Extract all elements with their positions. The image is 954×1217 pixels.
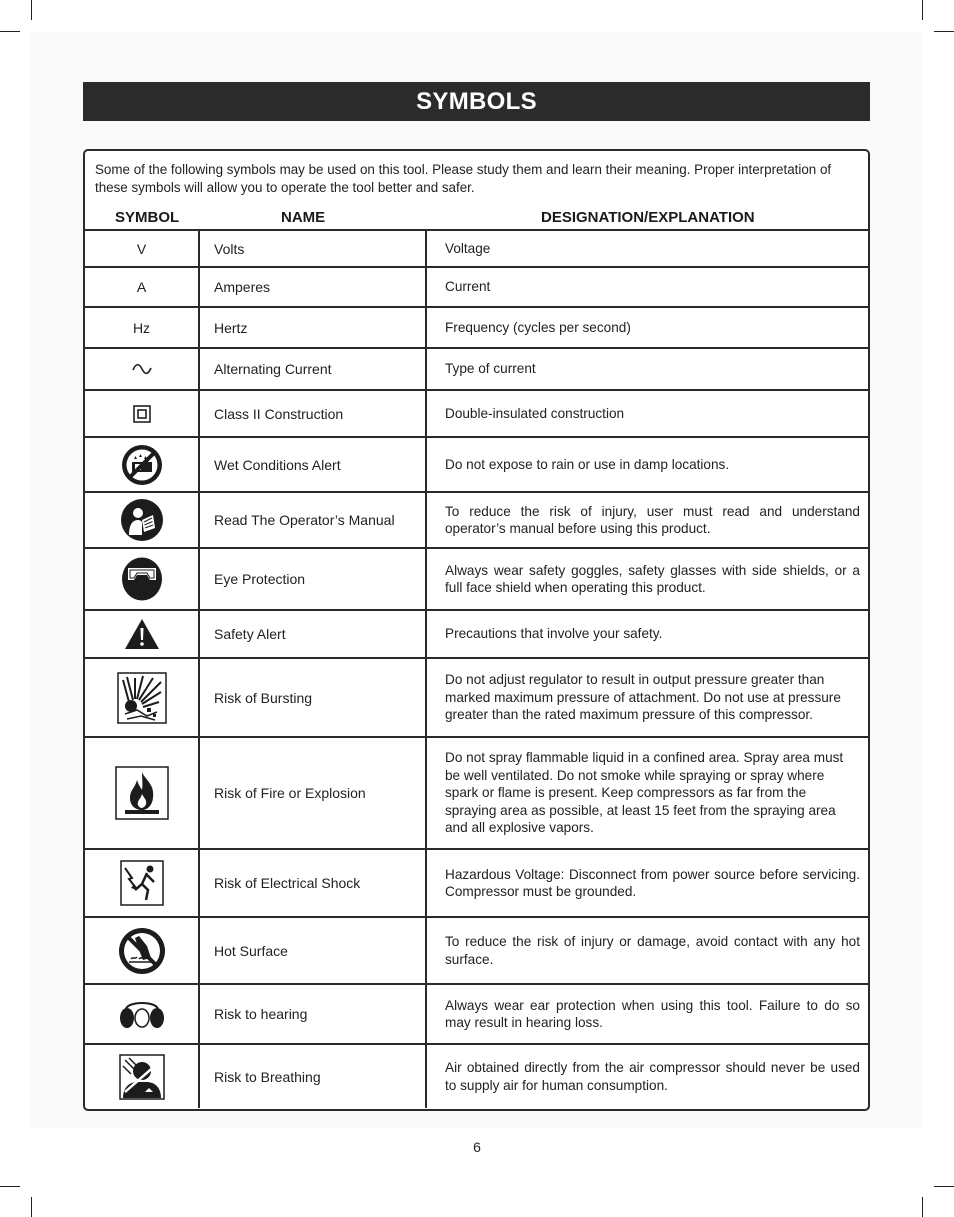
desc-cell	[427, 391, 868, 436]
hot-surface-icon	[117, 926, 167, 976]
symbol-cell	[85, 549, 200, 609]
desc-text: Current	[445, 279, 491, 295]
desc-text: Always wear safety goggles, safety glasses with side shields, or a full face shield when operating this product.	[445, 562, 860, 595]
symbol-cell	[85, 493, 200, 547]
name-cell: Hertz	[200, 308, 427, 347]
crop-mark	[934, 31, 954, 32]
symbol-cell	[85, 985, 200, 1043]
name-cell: Safety Alert	[200, 611, 427, 657]
symbol-cell: V	[85, 231, 200, 266]
header-designation: DESIGNATION/EXPLANATION	[541, 209, 755, 226]
symbols-box	[83, 149, 870, 1111]
symbol-cell	[85, 611, 200, 657]
table-headers	[85, 207, 868, 231]
wet-conditions-icon	[120, 443, 164, 487]
name-cell: Risk to hearing	[200, 985, 427, 1043]
desc-text: To reduce the risk of injury or damage, avoid contact with any hot surface.	[445, 934, 860, 967]
table-row	[85, 436, 868, 491]
symbol-cell	[85, 659, 200, 736]
symbol-cell: A	[85, 268, 200, 306]
crop-mark	[934, 1186, 954, 1187]
desc-cell	[427, 850, 868, 916]
name-cell: Risk of Fire or Explosion	[200, 738, 427, 848]
name-cell: Risk of Electrical Shock	[200, 850, 427, 916]
table-row	[85, 916, 868, 983]
desc-cell	[427, 308, 868, 347]
class-ii-icon	[133, 405, 151, 423]
desc-cell	[427, 985, 868, 1043]
desc-cell	[427, 611, 868, 657]
desc-text: Double-insulated construction	[445, 405, 625, 421]
name-cell: Risk of Bursting	[200, 659, 427, 736]
name-cell: Read The Operator’s Manual	[200, 493, 427, 547]
symbol-cell	[85, 1045, 200, 1108]
desc-cell	[427, 349, 868, 389]
name-cell: Hot Surface	[200, 918, 427, 983]
desc-text: To reduce the risk of injury, user must read and understand operator’s manual before using this product.	[445, 503, 860, 536]
bursting-icon	[117, 672, 167, 724]
breathing-icon	[119, 1054, 165, 1100]
desc-cell	[427, 1045, 868, 1108]
desc-cell	[427, 918, 868, 983]
eye-protection-icon	[120, 556, 164, 602]
symbol-cell: Hz	[85, 308, 200, 347]
table-row	[85, 983, 868, 1043]
table-row	[85, 1043, 868, 1108]
desc-cell	[427, 738, 868, 848]
table-row	[85, 609, 868, 657]
read-manual-icon	[120, 498, 164, 542]
fire-icon	[115, 766, 169, 820]
hearing-protection-icon	[118, 999, 166, 1029]
crop-mark	[922, 0, 923, 20]
desc-text: Precautions that involve your safety.	[445, 626, 663, 642]
desc-text: Frequency (cycles per second)	[445, 319, 631, 335]
table-row	[85, 657, 868, 736]
symbol-cell	[85, 349, 200, 389]
name-cell: Amperes	[200, 268, 427, 306]
page-number: 6	[473, 1139, 481, 1155]
name-cell: Alternating Current	[200, 349, 427, 389]
desc-cell	[427, 268, 868, 306]
desc-text: Do not spray flammable liquid in a confined area. Spray area must be well ventilated. Do not smoke while spraying or spray where spark or flame is present. Keep compressors as far from the spraying area as possible, at least 15 feet from the spraying area and all explosive vapors.	[445, 750, 844, 836]
name-cell: Volts	[200, 231, 427, 266]
table-row	[85, 229, 868, 266]
desc-text: Always wear ear protection when using this tool. Failure to do so may result in hearing loss.	[445, 997, 860, 1030]
symbol-cell	[85, 850, 200, 916]
intro-text: Some of the following symbols may be used on this tool. Please study them and learn their meaning. Proper interpretation of these symbols will allow you to operate the tool better and safer.	[95, 162, 832, 195]
desc-cell	[427, 231, 868, 266]
name-cell: Wet Conditions Alert	[200, 438, 427, 491]
table-row	[85, 347, 868, 389]
crop-mark	[31, 1197, 32, 1217]
desc-cell	[427, 493, 868, 547]
table-row	[85, 736, 868, 848]
name-cell: Class II Construction	[200, 391, 427, 436]
symbol-cell	[85, 391, 200, 436]
header-symbol: SYMBOL	[115, 209, 180, 226]
desc-cell	[427, 659, 868, 736]
safety-alert-icon	[124, 618, 160, 650]
desc-text: Do not expose to rain or use in damp locations.	[445, 456, 730, 472]
desc-text: Voltage	[445, 240, 491, 256]
symbol-cell	[85, 918, 200, 983]
crop-mark	[31, 0, 32, 20]
header-name: NAME	[281, 209, 326, 226]
desc-text: Type of current	[445, 361, 536, 377]
crop-mark	[922, 1197, 923, 1217]
alternating-current-icon	[131, 362, 153, 376]
desc-cell	[427, 549, 868, 609]
table-row	[85, 306, 868, 347]
desc-cell	[427, 438, 868, 491]
name-cell: Eye Protection	[200, 549, 427, 609]
table-row	[85, 266, 868, 306]
crop-mark	[0, 31, 20, 32]
crop-mark	[0, 1186, 20, 1187]
symbols-table	[85, 229, 868, 1108]
symbol-cell	[85, 738, 200, 848]
table-row	[85, 848, 868, 916]
electrical-shock-icon	[120, 860, 164, 906]
desc-text: Hazardous Voltage: Disconnect from power source before servicing. Compressor must be grounded.	[445, 866, 860, 899]
table-row	[85, 491, 868, 547]
table-row	[85, 547, 868, 609]
name-cell: Risk to Breathing	[200, 1045, 427, 1108]
page-title: SYMBOLS	[83, 82, 870, 121]
symbol-cell	[85, 438, 200, 491]
table-row	[85, 389, 868, 436]
desc-text: Do not adjust regulator to result in output pressure greater than marked maximum pressure of attachment. Do not use at pressure greater than the rated maximum pressure of this compressor.	[445, 672, 841, 723]
desc-text: Air obtained directly from the air compressor should never be used to supply air for human consumption.	[445, 1060, 860, 1093]
